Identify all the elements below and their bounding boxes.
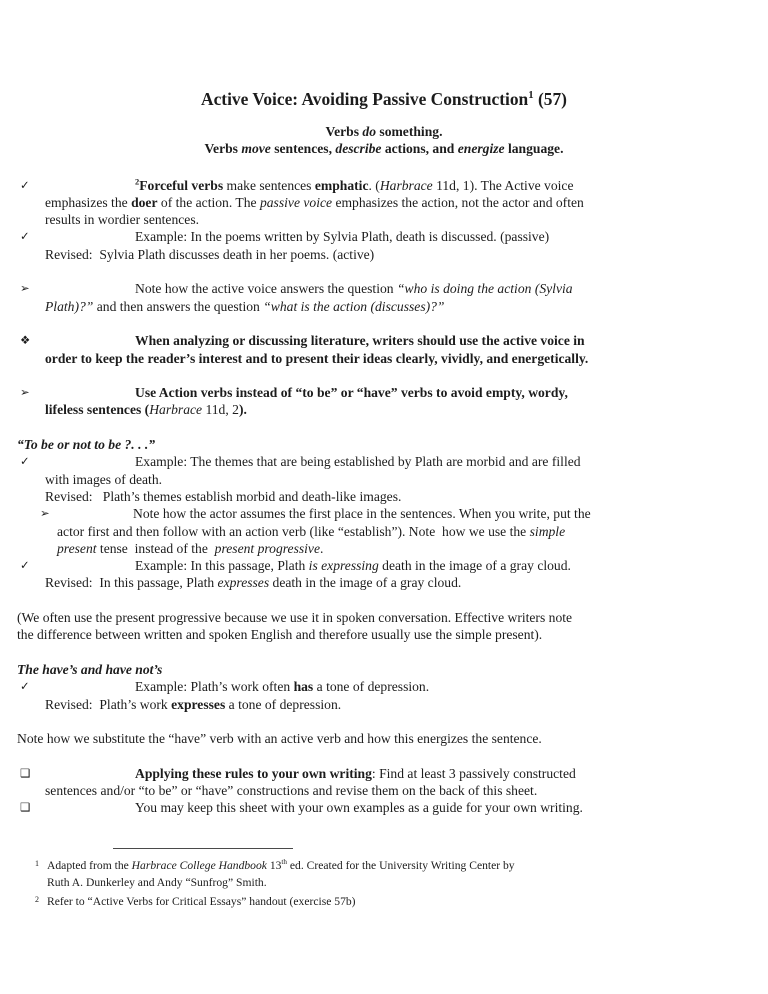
text-line (45, 696, 750, 713)
text-lines (45, 765, 750, 800)
text-lines (17, 661, 750, 678)
text-segment: expresses (217, 575, 270, 591)
footnotes-section (0, 848, 768, 910)
text-segment: th (281, 858, 288, 867)
text-segment: 1 (528, 89, 534, 102)
bullet-item (0, 678, 750, 713)
text-segment: Example: Plath’s work often (135, 679, 294, 695)
text-lines (45, 280, 750, 315)
text-segment: (57) (533, 89, 567, 109)
text-segment: “To be or not to be ?. . .” (17, 437, 156, 453)
bullet-item (0, 505, 750, 557)
text-lines (45, 384, 750, 419)
text-lines (45, 557, 750, 592)
text-line (45, 799, 750, 816)
text-line (45, 332, 750, 349)
bullet-item (0, 557, 750, 592)
text-segment: . (320, 540, 324, 556)
text-segment: a tone of depression. (313, 679, 430, 695)
text-segment: tense instead of the (96, 540, 215, 556)
text-segment: a tone of depression. (225, 696, 342, 712)
text-segment: expresses (171, 696, 226, 712)
text-segment: move (241, 141, 271, 157)
text-segment: energize (457, 141, 505, 157)
footnote-line (47, 893, 738, 910)
subtitle-line (0, 140, 768, 157)
check-bullet-icon: ✓ (20, 231, 30, 244)
text-segment: The have’s and have not’s (17, 661, 163, 677)
text-segment: order to keep the reader’s interest and to present their ideas clearly, vividly, and energetically. (45, 350, 589, 366)
page-title (0, 0, 768, 110)
text-segment: 2 (135, 176, 140, 187)
document-subtitle (0, 123, 768, 158)
text-segment: results in wordier sentences. (45, 212, 200, 228)
text-line (45, 211, 750, 228)
square-bullet-icon: ❑ (20, 767, 31, 780)
bullet-item (0, 332, 750, 367)
text-lines (17, 609, 750, 644)
text-segment: death in the image of a gray cloud. (269, 575, 462, 591)
text-lines (45, 228, 750, 263)
text-segment: Revised: Sylvia Plath discusses death in her poems. (active) (45, 246, 375, 262)
subtitle-line (0, 123, 768, 140)
text-segment: actor first and then follow with an action verb (like “establish”). Note how we use the (57, 523, 530, 539)
text-line (17, 626, 750, 643)
arrow-bullet-icon: ➢ (40, 508, 50, 521)
text-segment: language. (504, 141, 564, 157)
bullet-item (0, 228, 750, 263)
section-heading (0, 661, 750, 678)
text-line (57, 505, 750, 522)
text-segment: and then answers the question (93, 298, 264, 314)
text-segment: Harbrace (149, 402, 203, 418)
text-segment: actions, and (381, 141, 458, 157)
text-segment: Note how the active voice answers the question (135, 281, 397, 297)
text-lines (45, 453, 750, 505)
text-segment: Note how we substitute the “have” verb with an active verb and how this energizes the sentence. (17, 731, 542, 747)
text-line (45, 228, 750, 245)
text-line (45, 350, 750, 367)
text-segment: present progressive (214, 540, 321, 556)
footnote-marker: 2 (35, 894, 39, 904)
arrow-bullet-icon: ➢ (20, 283, 30, 296)
footnote-line (47, 874, 738, 891)
footnote-list (0, 857, 768, 910)
paragraph (0, 609, 750, 644)
text-segment: sentences and/or “to be” or “have” constructions and revise them on the back of this sheet. (45, 782, 538, 798)
text-segment: Forceful verbs (139, 177, 224, 193)
text-line (17, 730, 750, 747)
text-segment: Note how the actor assumes the first place in the sentences. When you write, put the (133, 506, 591, 522)
text-segment: (We often use the present progressive because we use it in spoken conversation. Effective writers note (17, 610, 573, 626)
text-segment: When analyzing or discussing literature, writers should use the active voice in (135, 333, 585, 349)
text-lines (57, 505, 750, 557)
text-segment: has (293, 679, 314, 695)
footnote (0, 857, 768, 892)
text-line (17, 609, 750, 626)
text-line (45, 557, 750, 574)
text-lines (45, 332, 750, 367)
text-segment: is expressing (308, 558, 379, 574)
arrow-bullet-icon: ➢ (20, 387, 30, 400)
text-line (45, 471, 750, 488)
text-segment: Plath)?” (45, 298, 94, 314)
text-line (57, 523, 750, 540)
text-segment: doer (131, 194, 158, 210)
text-segment: describe (335, 141, 382, 157)
footnote-line (47, 857, 738, 874)
text-line (45, 280, 750, 297)
text-line (45, 782, 750, 799)
check-bullet-icon: ✓ (20, 179, 30, 192)
text-segment: present (57, 540, 97, 556)
text-segment: with images of death. (45, 471, 163, 487)
text-segment: emphatic (314, 177, 369, 193)
footnote (0, 893, 768, 910)
text-segment: Applying these rules to your own writing (135, 765, 372, 781)
text-line (45, 401, 750, 418)
text-segment: Verbs (325, 124, 363, 139)
paragraph (0, 730, 750, 747)
text-line (45, 574, 750, 591)
square-bullet-icon: ❑ (20, 802, 31, 815)
bullet-item (0, 453, 750, 505)
text-segment: emphasizes the action, not the actor and often (332, 194, 584, 210)
text-lines (45, 799, 750, 816)
text-segment: Revised: Plath’s work (45, 696, 172, 712)
text-segment: make sentences (223, 177, 315, 193)
text-segment: do (362, 124, 376, 139)
section-heading (0, 436, 750, 453)
text-lines (17, 730, 750, 747)
text-line (45, 678, 750, 695)
text-line (45, 453, 750, 470)
text-segment: Example: The themes that are being established by Plath are morbid and are filled (135, 454, 581, 470)
text-segment: passive voice (259, 194, 333, 210)
text-segment: the difference between written and spoken English and therefore usually use the simple present). (17, 627, 543, 643)
check-bullet-icon: ✓ (20, 560, 30, 573)
text-segment: 13 (266, 859, 282, 872)
footnote-separator-line (113, 848, 293, 849)
text-segment: simple (529, 523, 566, 539)
text-line (45, 765, 750, 782)
text-segment: Example: In the poems written by Sylvia Plath, death is discussed. (passive) (135, 229, 550, 245)
text-segment: 11d, 1). The Active voice (432, 177, 574, 193)
text-segment: of the action. The (157, 194, 260, 210)
text-segment: Use Action verbs instead of “to be” or “have” verbs to avoid empty, wordy, (135, 385, 568, 401)
text-lines (45, 678, 750, 713)
text-line (45, 246, 750, 263)
footnote-marker: 1 (35, 859, 39, 868)
text-segment: lifeless sentences ( (45, 402, 150, 418)
bullet-item (0, 177, 750, 229)
check-bullet-icon: ✓ (20, 456, 30, 469)
text-segment: Ruth A. Dunkerley and Andy “Sunfrog” Smith. (47, 876, 267, 890)
check-bullet-icon: ✓ (20, 681, 30, 694)
text-segment: Revised: Plath’s themes establish morbid and death-like images. (45, 488, 402, 504)
text-segment: Example: In this passage, Plath (135, 558, 309, 574)
text-segment: sentences, (270, 141, 336, 157)
text-lines (45, 177, 750, 229)
bullet-item (0, 765, 750, 800)
text-segment: You may keep this sheet with your own examples as a guide for your own writing. (135, 800, 583, 816)
diamond-bullet-icon: ❖ (20, 335, 31, 348)
document-body (0, 177, 768, 817)
text-line (17, 436, 750, 453)
text-segment: Refer to “Active Verbs for Critical Essays” handout (exercise 57b) (47, 894, 356, 908)
text-segment: Verbs (204, 141, 242, 157)
text-segment: Adapted from the (47, 859, 132, 872)
text-segment: “what is the action (discusses)?” (263, 298, 445, 314)
text-line (45, 194, 750, 211)
text-line (45, 488, 750, 505)
text-segment: something. (376, 124, 443, 139)
text-segment: ). (238, 402, 247, 418)
text-line (17, 661, 750, 678)
text-segment: : Find at least 3 passively constructed (371, 765, 576, 781)
text-segment: Harbrace College Handbook (131, 859, 267, 872)
text-segment: death in the image of a gray cloud. (378, 558, 571, 574)
bullet-item (0, 384, 750, 419)
text-segment: 11d, 2 (202, 402, 239, 418)
text-lines (17, 436, 750, 453)
bullet-item (0, 799, 750, 816)
text-segment: “who is doing the action (Sylvia (396, 281, 573, 297)
text-segment: Active Voice: Avoiding Passive Construction (201, 89, 529, 109)
text-segment: Harbrace (379, 177, 433, 193)
text-segment: . ( (368, 177, 380, 193)
text-segment: ed. Created for the University Writing Center by (287, 859, 515, 872)
text-segment: emphasizes the (45, 194, 132, 210)
text-line (45, 298, 750, 315)
text-line (45, 384, 750, 401)
bullet-item (0, 280, 750, 315)
text-line (57, 540, 750, 557)
text-segment: Revised: In this passage, Plath (45, 575, 218, 591)
text-line (45, 177, 750, 194)
